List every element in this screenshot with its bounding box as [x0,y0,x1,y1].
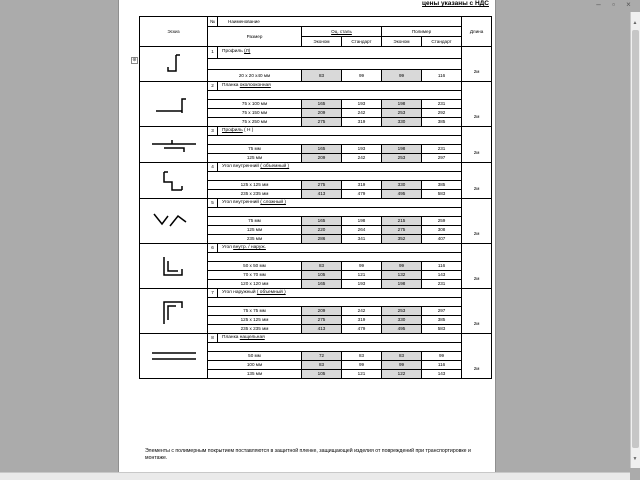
group-name-underlined: ( объемный ) [256,290,286,295]
price-polymer-econom: 198 [382,100,422,109]
price-steel-econom: 275 [302,118,342,127]
price-polymer-standard: 407 [422,235,462,244]
price-steel-econom: 209 [302,154,342,163]
size-cell: 235 х 235 мм [208,190,302,199]
price-steel-standard: 242 [342,307,382,316]
price-polymer-econom: 198 [382,145,422,154]
price-steel-standard: 341 [342,235,382,244]
price-steel-standard: 242 [342,109,382,118]
price-polymer-standard: 259 [422,217,462,226]
size-cell: 50 х 50 мм [208,262,302,271]
group-number: 8 [208,334,218,343]
group-length: 2м [462,127,492,163]
group-number: 1 [208,47,218,59]
price-polymer-standard: 231 [422,100,462,109]
price-polymer-standard: 116 [422,361,462,370]
price-steel-econom: 83 [302,262,342,271]
size-cell: 125 мм [208,226,302,235]
size-cell: 100 мм [208,361,302,370]
footer-note: Элементы с полимерным покрытием поставляются в защитной пленке, защищающей изделия от повреждений при транспортировке и монтаже. [145,448,471,461]
price-polymer-econom: 253 [382,109,422,118]
size-cell: 70 х 70 мм [208,271,302,280]
group-length: 2м [462,163,492,199]
price-steel-econom: 275 [302,316,342,325]
price-steel-econom: 83 [302,70,342,82]
price-polymer-econom: 495 [382,325,422,334]
group-number: 3 [208,127,218,136]
group-name [218,289,462,298]
price-steel-standard: 193 [342,100,382,109]
document-page [118,0,496,472]
price-steel-econom: 165 [302,100,342,109]
size-cell: 125 х 125 мм [208,181,302,190]
size-cell: 50 мм [208,352,302,361]
in-out-corner-icon [140,244,208,289]
size-cell: 120 х 120 мм [208,280,302,289]
group-name-text: Планка [222,83,240,88]
group-name-suffix: ( Н ) [242,128,254,133]
price-polymer-econom: 352 [382,235,422,244]
header-name: Наименование [218,17,462,27]
price-steel-standard: 264 [342,226,382,235]
price-steel-standard: 83 [342,352,382,361]
price-polymer-econom: 83 [382,352,422,361]
price-polymer-standard: 292 [422,109,462,118]
price-polymer-econom: 275 [382,226,422,235]
outer-corner-icon [140,289,208,334]
price-steel-econom: 413 [302,325,342,334]
price-polymer-econom: 132 [382,271,422,280]
price-steel-econom: 220 [302,226,342,235]
group-number: 5 [208,199,218,208]
price-steel-econom: 413 [302,190,342,199]
group-length: 2м [462,199,492,244]
spacer-cell [208,136,462,145]
price-polymer-standard: 143 [422,271,462,280]
price-steel-econom: 105 [302,271,342,280]
scrollbar-thumb[interactable] [632,30,639,448]
group-length: 2м [462,47,492,82]
close-icon[interactable]: × [626,0,631,9]
header-polymer: Полимер [382,27,462,37]
price-steel-standard: 242 [342,154,382,163]
header-steel-standard: Стандарт [342,37,382,47]
price-polymer-standard: 116 [422,262,462,271]
header-size: Размер [208,27,302,47]
price-steel-econom: 275 [302,181,342,190]
size-cell: 75 мм [208,145,302,154]
group-name-underlined: (Л) [244,49,251,55]
price-polymer-standard: 385 [422,181,462,190]
table-move-handle[interactable]: ⊕ [132,57,137,63]
price-steel-standard: 99 [342,262,382,271]
group-name-underlined: околооконная [239,83,271,88]
spacer-cell [208,58,462,70]
l-profile-icon [140,47,208,82]
group-title-row [140,82,492,91]
price-steel-standard: 479 [342,325,382,334]
price-polymer-standard: 143 [422,370,462,379]
price-steel-standard: 99 [342,70,382,82]
horizontal-scrollbar[interactable] [0,472,630,480]
group-name-text: Профиль [222,49,245,55]
price-polymer-econom: 330 [382,118,422,127]
price-steel-standard: 319 [342,118,382,127]
complex-corner-icon [140,199,208,244]
header-length: Длина [462,17,492,47]
group-name-underlined: Профиль [222,128,243,133]
price-steel-econom: 165 [302,280,342,289]
group-title-row [140,127,492,136]
price-polymer-standard: 231 [422,280,462,289]
group-number: 6 [208,244,218,253]
price-steel-standard: 198 [342,217,382,226]
size-cell: 235 х 235 мм [208,325,302,334]
spacer-cell [208,172,462,181]
size-cell: 75 х 100 мм [208,100,302,109]
price-polymer-standard: 297 [422,154,462,163]
spacer-cell [208,343,462,352]
price-polymer-econom: 253 [382,307,422,316]
h-profile-icon [140,127,208,163]
group-number: 4 [208,163,218,172]
price-steel-standard: 193 [342,145,382,154]
group-name-text: Планка [222,335,240,340]
group-length: 2м [462,244,492,289]
size-cell: 135 мм [208,370,302,379]
price-polymer-standard: 583 [422,190,462,199]
group-name-text: Угол [222,245,234,250]
group-title-row [140,244,492,253]
window-strip-icon [140,82,208,127]
size-cell: 235 мм [208,235,302,244]
price-steel-econom: 209 [302,307,342,316]
spacer-cell [208,208,462,217]
size-cell: 75 х 150 мм [208,109,302,118]
price-steel-econom: 209 [302,109,342,118]
price-steel-econom: 165 [302,217,342,226]
price-polymer-econom: 122 [382,370,422,379]
size-cell: 75 х 75 мм [208,307,302,316]
scroll-up-icon[interactable]: ▲ [632,20,638,26]
price-polymer-econom: 253 [382,154,422,163]
group-title-row [140,199,492,208]
group-length: 2м [462,289,492,334]
group-name-text: Угол наружный [222,290,257,295]
group-title-row [140,289,492,298]
group-name-underlined: внутр. / наруж. [233,245,266,250]
price-steel-standard: 319 [342,316,382,325]
header-polymer-econom: Эконом [382,37,422,47]
scroll-down-icon[interactable]: ▼ [632,456,638,462]
price-polymer-standard: 116 [422,70,462,82]
price-polymer-standard: 297 [422,307,462,316]
group-name-text: Угол внутренний [222,200,261,205]
price-polymer-econom: 198 [382,280,422,289]
group-name [218,82,462,91]
price-polymer-standard: 308 [422,226,462,235]
price-table [139,16,492,379]
price-steel-standard: 121 [342,370,382,379]
price-steel-standard: 193 [342,280,382,289]
price-steel-econom: 105 [302,370,342,379]
group-title-row [140,163,492,172]
size-cell: 125 мм [208,154,302,163]
price-polymer-econom: 99 [382,361,422,370]
header-sketch: Эскиз [140,17,208,47]
price-polymer-econom: 99 [382,70,422,82]
price-polymer-econom: 495 [382,190,422,199]
window-controls [592,0,638,12]
price-polymer-standard: 583 [422,325,462,334]
group-title-row [140,47,492,59]
size-cell: 20 х 20 х40 мм [208,70,302,82]
header-steel-econom: Эконом [302,37,342,47]
header-steel: Оц. сталь [302,27,382,37]
group-name-underlined: нащельная [239,335,265,340]
price-steel-econom: 286 [302,235,342,244]
spacer-cell [208,253,462,262]
minimize-icon[interactable]: – [596,0,601,9]
price-steel-standard: 99 [342,361,382,370]
group-name [218,334,462,343]
size-cell: 75 х 250 мм [208,118,302,127]
price-polymer-econom: 99 [382,262,422,271]
price-steel-econom: 83 [302,361,342,370]
inner-corner-icon [140,163,208,199]
group-name [218,127,462,136]
flat-strip-icon [140,334,208,379]
header-no: № [208,17,218,27]
price-steel-standard: 479 [342,190,382,199]
size-cell: 125 х 125 мм [208,316,302,325]
group-length: 2м [462,82,492,127]
group-number: 2 [208,82,218,91]
group-length: 2м [462,334,492,379]
spacer-cell [208,298,462,307]
price-steel-standard: 121 [342,271,382,280]
price-note: цены указаны с НДС [422,0,489,7]
price-polymer-econom: 330 [382,316,422,325]
group-name-text: Угол внутренний [222,164,261,169]
price-polymer-standard: 385 [422,118,462,127]
price-polymer-standard: 385 [422,316,462,325]
size-cell: 75 мм [208,217,302,226]
group-name [218,47,462,59]
group-number: 7 [208,289,218,298]
spacer-cell [208,91,462,100]
price-polymer-econom: 215 [382,217,422,226]
group-title-row [140,334,492,343]
group-name-underlined: ( объемный ) [260,164,290,169]
price-steel-standard: 319 [342,181,382,190]
header-polymer-standard: Стандарт [422,37,462,47]
price-polymer-econom: 330 [382,181,422,190]
restore-icon[interactable]: ▫ [612,0,615,9]
group-name [218,163,462,172]
group-name [218,244,462,253]
price-polymer-standard: 231 [422,145,462,154]
group-name [218,199,462,208]
price-steel-econom: 165 [302,145,342,154]
price-steel-econom: 72 [302,352,342,361]
price-polymer-standard: 99 [422,352,462,361]
group-name-underlined: ( сложный ) [260,200,287,205]
